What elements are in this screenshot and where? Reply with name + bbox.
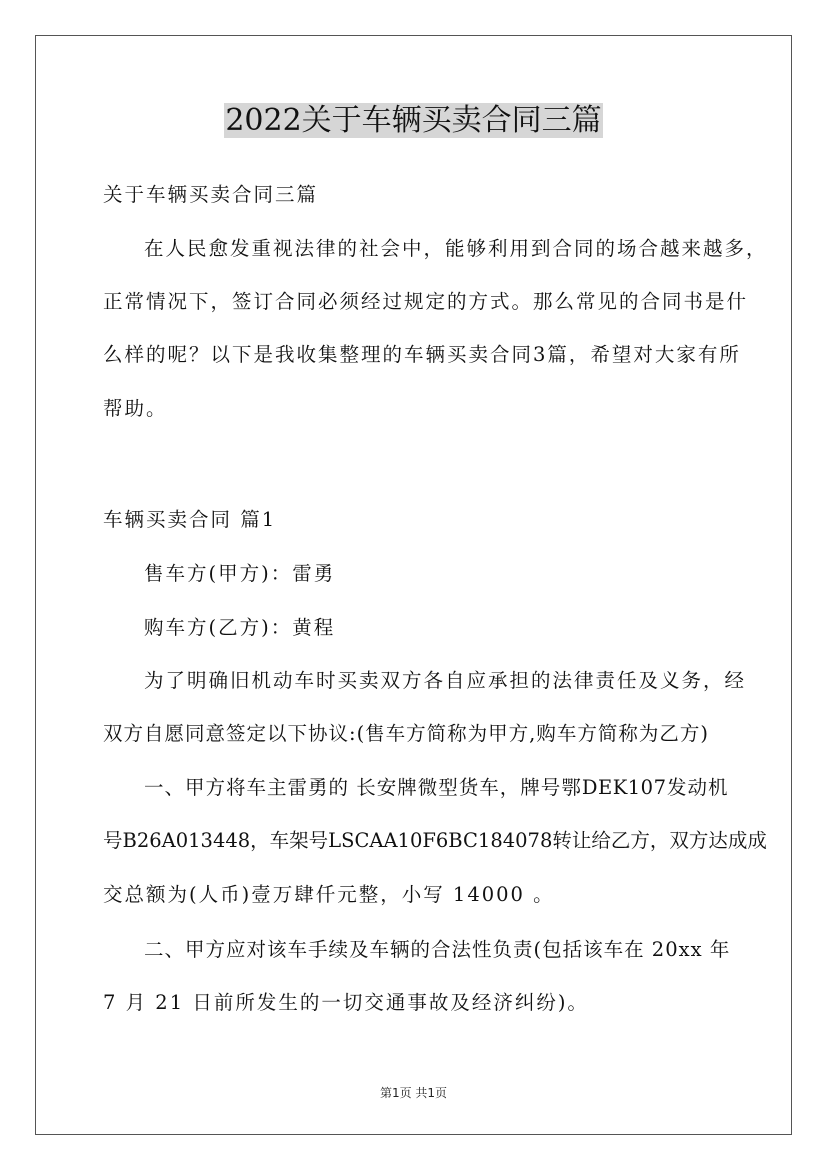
body-line: 7 月 21 日前所发生的一切交通事故及经济纠纷)。 (103, 991, 589, 1014)
body-line: 号B26A013448，车架号LSCAA10F6BC184078转让给乙方，双方达成成 (103, 829, 767, 852)
intro-line: 在人民愈发重视法律的社会中，能够利用到合同的场合越来越多， (144, 237, 768, 260)
document-subtitle: 关于车辆买卖合同三篇 (103, 183, 319, 206)
document-title: 2022关于车辆买卖合同三篇 (225, 103, 602, 138)
intro-line: 帮助。 (103, 397, 168, 420)
body-line: 交总额为(人币)壹万肆仟元整，小写 14000 。 (103, 883, 555, 906)
section-heading: 车辆买卖合同 篇1 (103, 508, 277, 531)
body-line: 一、甲方将车主雷勇的 长安牌微型货车，牌号鄂DEK107发动机 (144, 776, 728, 799)
page-footer: 第1页 共1页 (379, 1086, 448, 1100)
intro-line: 正常情况下，签订合同必须经过规定的方式。那么常见的合同书是什 (103, 290, 749, 313)
body-line: 双方自愿同意签定以下协议:(售车方简称为甲方,购车方简称为乙方) (103, 722, 709, 745)
seller-line: 售车方(甲方)：雷勇 (144, 562, 336, 585)
body-line: 为了明确旧机动车时买卖双方各自应承担的法律责任及义务，经 (144, 669, 747, 692)
buyer-line: 购车方(乙方)：黄程 (144, 616, 336, 639)
intro-line: 么样的呢？以下是我收集整理的车辆买卖合同3篇，希望对大家有所 (103, 343, 741, 366)
body-line: 二、甲方应对该车手续及车辆的合法性负责(包括该车在 20xx 年 (144, 938, 731, 961)
